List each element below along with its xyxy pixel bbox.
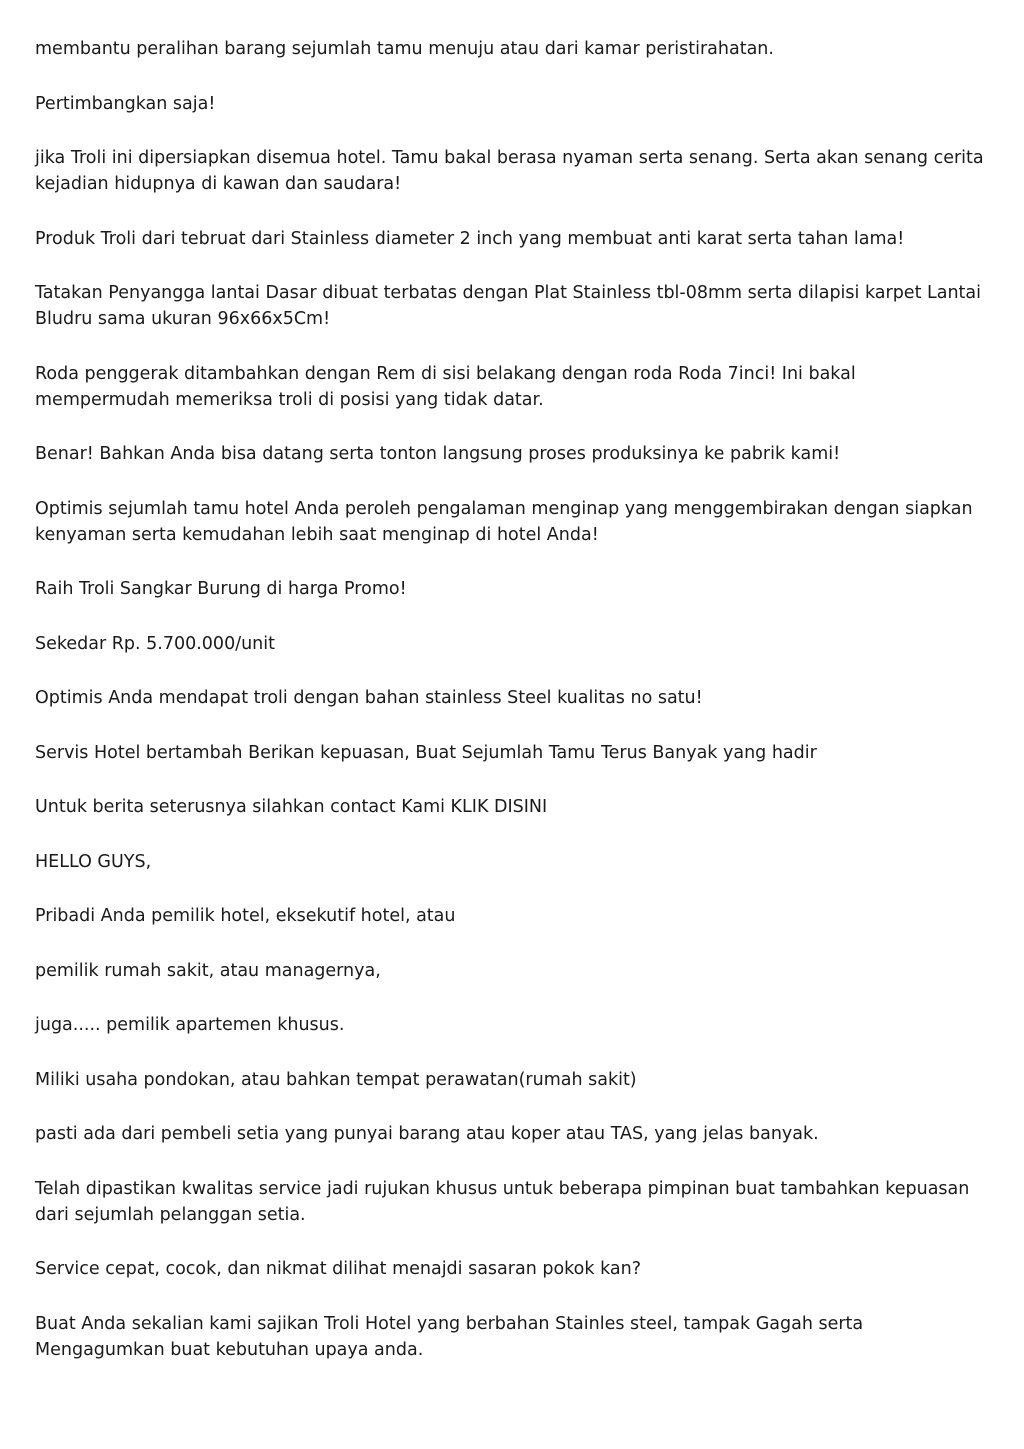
paragraph-5: Tatakan Penyangga lantai Dasar dibuat terbatas dengan Plat Stainless tbl-08mm serta dilapisi karpet Lantai Bludru sama ukuran 96x66x5Cm! [35, 283, 982, 329]
paragraph-greeting: HELLO GUYS, [35, 851, 152, 872]
paragraph-11: Optimis Anda mendapat troli dengan bahan stainless Steel kualitas no satu! [35, 688, 703, 708]
paragraph-18: Miliki usaha pondokan, atau bahkan tempat perawatan(rumah sakit) [35, 1069, 637, 1090]
paragraph-20: Telah dipastikan kwalitas service jadi rujukan khusus untuk beberapa pimpinan buat tambahkan kepuasan dari sejumlah pelanggan setia. [35, 1178, 970, 1225]
paragraph-19: pasti ada dari pembeli setia yang punyai barang atau koper atau TAS, yang jelas banyak. [35, 1124, 819, 1144]
paragraph-1: membantu peralihan barang sejumlah tamu menuju atau dari kamar peristirahatan. [35, 39, 774, 59]
paragraph-22: Buat Anda sekalian kami sajikan Troli Hotel yang berbahan Stainles steel, tampak Gagah serta Mengagumkan buat kebutuhan upaya anda. [35, 1313, 864, 1360]
paragraph-price: Sekedar Rp. 5.700.000/unit [35, 633, 276, 654]
paragraph-21: Service cepat, cocok, dan nikmat dilihat menajdi sasaran pokok kan? [35, 1259, 642, 1279]
paragraph-16: pemilik rumah sakit, atau managernya, [35, 960, 381, 981]
paragraph-2: Pertimbangkan saja! [35, 93, 216, 114]
paragraph-9: Raih Troli Sangkar Burung di harga Promo! [35, 579, 407, 599]
paragraph-8: Optimis sejumlah tamu hotel Anda peroleh pengalaman menginap yang menggembirakan dengan siapkan kenyaman serta kemudahan lebih saat menginap di hotel Anda! [35, 498, 973, 545]
paragraph-7: Benar! Bahkan Anda bisa datang serta tonton langsung proses produksinya ke pabrik kami! [35, 444, 841, 464]
paragraph-15: Pribadi Anda pemilik hotel, eksekutif hotel, atau [35, 906, 456, 926]
document-body [35, 36, 995, 1391]
paragraph-12: Servis Hotel bertambah Berikan kepuasan, Buat Sejumlah Tamu Terus Banyak yang hadir [35, 742, 817, 763]
paragraph-6: Roda penggerak ditambahkan dengan Rem di sisi belakang dengan roda Roda 7inci! Ini bakal mempermudah memeriksa troli di posisi yang tidak datar. [35, 363, 856, 410]
paragraph-4: Produk Troli dari tebruat dari Stainless diameter 2 inch yang membuat anti karat serta tahan lama! [35, 228, 905, 249]
paragraph-17: juga..... pemilik apartemen khusus. [35, 1015, 345, 1035]
paragraph-contact: Untuk berita seterusnya silahkan contact Kami KLIK DISINI [35, 797, 548, 817]
paragraph-3: jika Troli ini dipersiapkan disemua hotel. Tamu bakal berasa nyaman serta senang. Serta akan senang cerita kejadian hidupnya di kawan dan saudara! [35, 148, 984, 194]
